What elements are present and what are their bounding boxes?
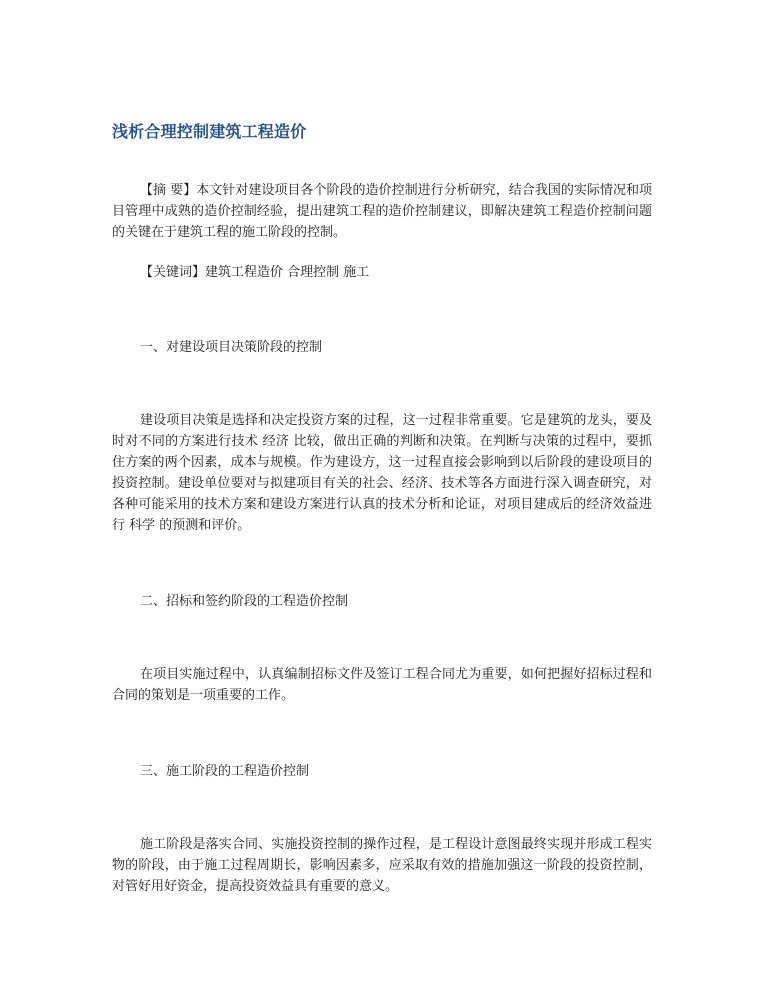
document-title: 浅析合理控制建筑工程造价 xyxy=(112,122,307,141)
section-2-heading: 二、招标和签约阶段的工程造价控制 xyxy=(140,594,349,609)
section-2-body: 在项目实施过程中，认真编制招标文件及签订工程合同尤为重要，如何把握好招标过程和合同的策划是一项重要的工作。 xyxy=(112,667,652,703)
section-1-body: 建设项目决策是选择和决定投资方案的过程，这一过程非常重要。它是建筑的龙头，要及时对不同的方案进行技术 经济 比较，做出正确的判断和决策。在判断与决策的过程中，要抓住方案的两个因素，成本与规模。作为建设方，这一过程直接会影响到以后阶段的建设项目的投资控制。建设单位要对与拟建项目有关的社会、经济、技术等各方面进行深入调查研究，对各种可能采用的技术方案和建设方案进行认真的技术分析和论证，对项目建成后的经济效益进行 科学 的预测和评价。 xyxy=(112,413,652,533)
section-1-heading: 一、对建设项目决策阶段的控制 xyxy=(140,340,323,355)
keywords-label: 【关键词】 xyxy=(140,265,206,280)
abstract-label: 【摘 要】 xyxy=(140,183,197,198)
abstract-text: 本文针对建设项目各个阶段的造价控制进行分析研究，结合我国的实际情况和项目管理中成熟的造价控制经验，提出建筑工程的造价控制建议，即解决建筑工程造价控制问题的关键在于建筑工程的施工阶段的控制。 xyxy=(112,183,652,240)
keywords-text: 建筑工程造价 合理控制 施工 xyxy=(205,265,370,280)
section-3-heading: 三、施工阶段的工程造价控制 xyxy=(140,764,310,779)
abstract-paragraph xyxy=(112,180,652,243)
section-3-body: 施工阶段是落实合同、实施投资控制的操作过程，是工程设计意图最终实现并形成工程实物的阶段，由于施工过程周期长，影响因素多，应采取有效的措施加强这一阶段的投资控制，对管好用好资金，提高投资效益具有重要的意义。 xyxy=(112,837,652,894)
keywords-paragraph xyxy=(112,262,652,283)
